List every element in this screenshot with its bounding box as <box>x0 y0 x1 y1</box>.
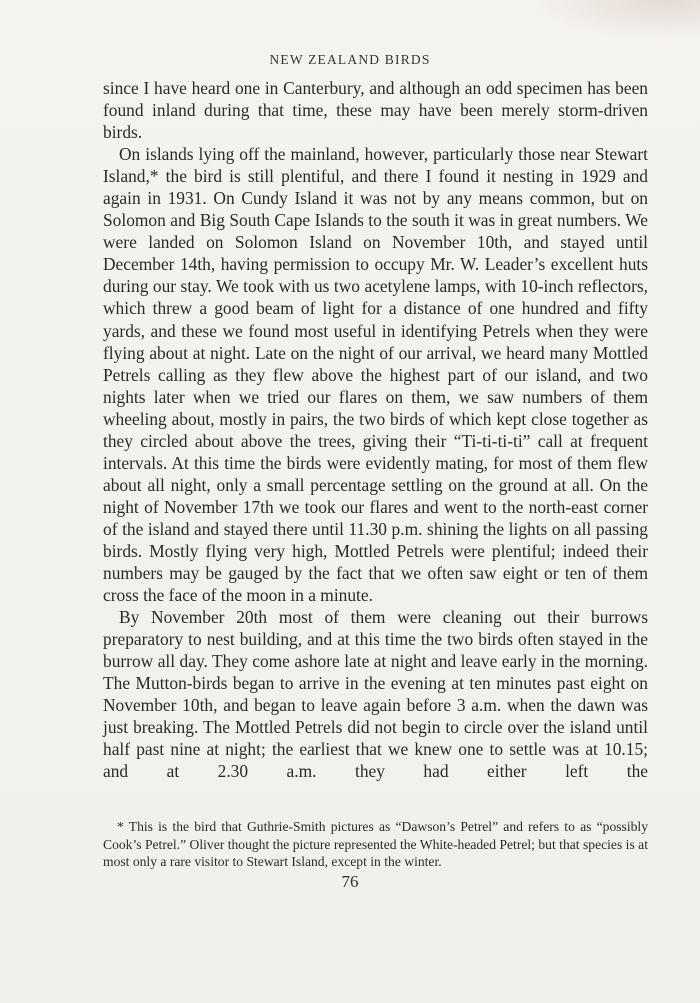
paragraph-3: By November 20th most of them were cleaning out their burrows preparatory to nest building, and at this time the two birds often stayed in the burrow all day. They come ashore late at night and leave early in the morning. The Mutton-birds began to arrive in the evening at ten minutes past eight on November 10th, and began to leave again before 3 a.m. when the dawn was just breaking. The Mottled Petrels did not begin to circle over the island until half past nine at night; the earliest that we knew one to settle was at 10.15; and at 2.30 a.m. they had either left the <box>103 607 648 782</box>
footnote-text: * This is the bird that Guthrie-Smith pictures as “Dawson’s Petrel” and refers to as “possibly Cook’s Petrel.” Oliver thought the picture represented the White-headed Petrel; but that species is at most only a rare visitor to Stewart Island, except in the winter. <box>103 819 648 869</box>
paragraph-1: since I have heard one in Canterbury, and although an odd specimen has been found inland during that time, these may have been merely storm-driven birds. <box>103 78 648 143</box>
page-corner-stain <box>530 0 700 40</box>
paragraph-2: On islands lying off the mainland, however, particularly those near Stewart Island,* the bird is still plentiful, and there I found it nesting in 1929 and again in 1931. On Cundy Island it was not by any means common, but on Solomon and Big South Cape Islands to the south it was in great numbers. We were landed on Solomon Island on November 10th, and stayed until December 14th, having permission to occupy Mr. W. Leader’s excellent huts during our stay. We took with us two acetylene lamps, with 10-inch reflectors, which threw a good beam of light for a distance of one hundred and fifty yards, and these we found most useful in identifying Petrels when they were flying about at night. Late on the night of our arrival, we heard many Mottled Petrels calling as they flew above the highest part of our island, and two nights later when we tried our flares on them, we saw numbers of them wheeling about, mostly in pairs, the two birds of which kept close together as they circled about above the trees, giving their “Ti-ti-ti-ti” call at frequent intervals. At this time the birds were evidently mating, for most of them flew about all night, only a small percentage settling on the ground at all. On the night of November 17th we took our flares and went to the north-east corner of the island and stayed there until 11.30 p.m. shining the lights on all passing birds. Mostly flying very high, Mottled Petrels were plentiful; indeed their numbers may be gauged by the fact that we often saw eight or ten of them cross the face of the moon in a minute. <box>103 144 648 606</box>
running-head: NEW ZEALAND BIRDS <box>269 52 431 67</box>
page-number: 76 <box>341 872 359 891</box>
body-text <box>103 77 648 783</box>
footnote <box>103 818 648 871</box>
